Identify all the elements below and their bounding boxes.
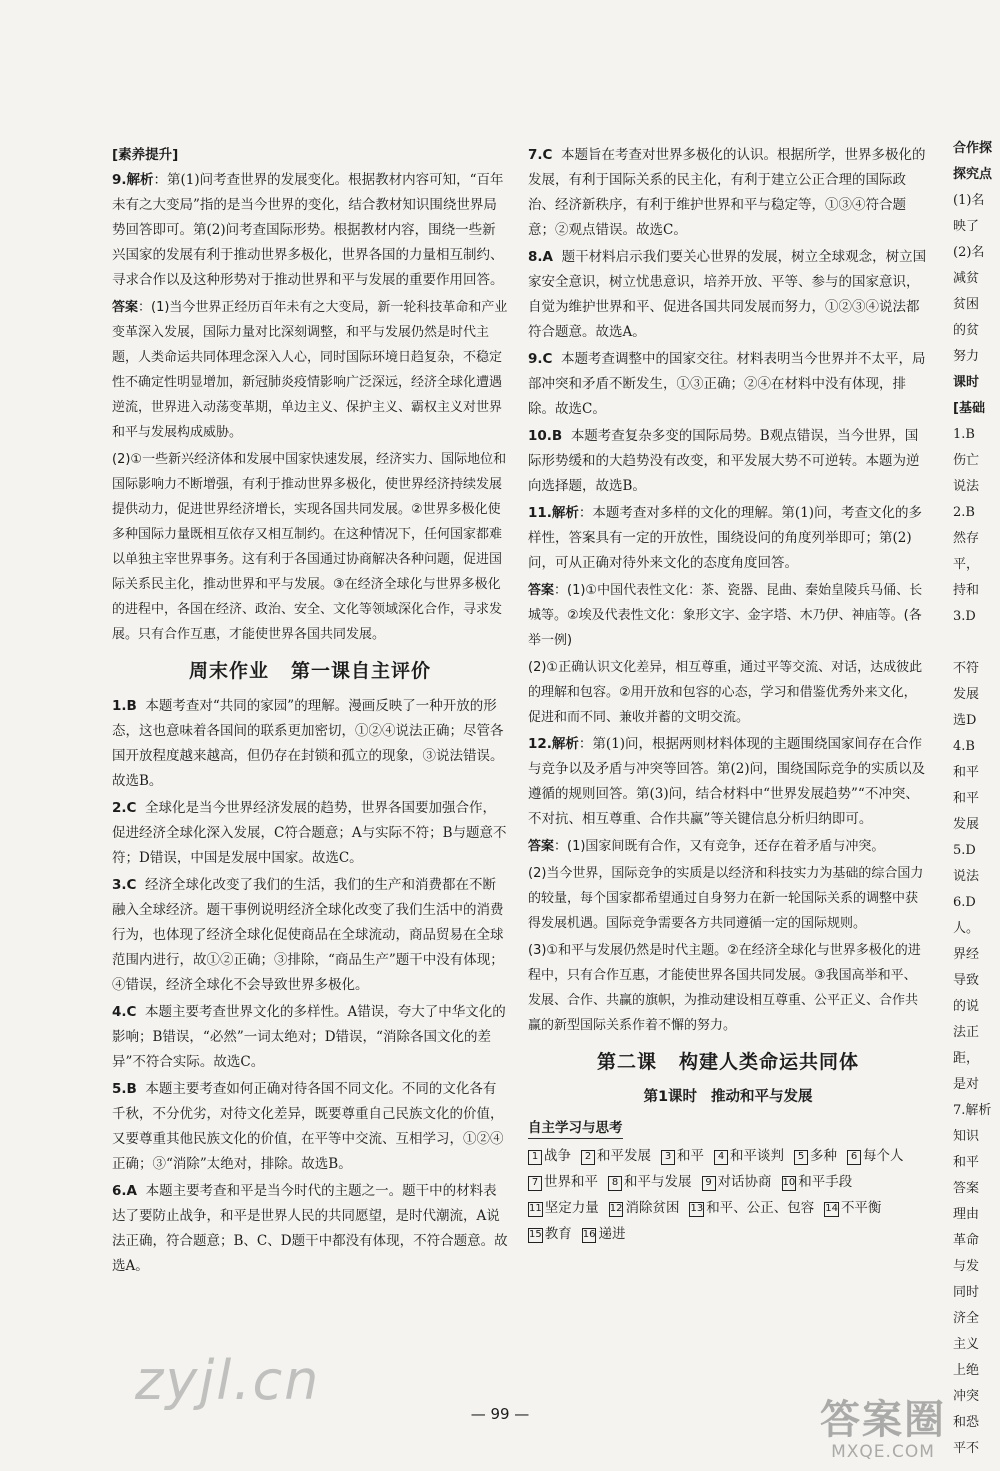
blank-answer: 11 坚定力量 [529, 1200, 599, 1216]
blank-number-box: 15 [528, 1228, 543, 1243]
answer-item: 5.B 本题主要考查如何正确对待各国不同文化。不同的文化各有千秋，不分优劣，对待文化差异，既要尊重自己民族文化的价值，又要尊重其他民族文化的价值，在平等中交流、互相学习，①②④正确；③“消除”太绝对，排除。故选B。 [112, 1081, 504, 1172]
answer-item-11: 11.解析：本题考查对多样的文化的理解。第(1)问，考查文化的多样性，答案具有一定的开放性，围绕设问的角度列举即可；第(2)问，可从正确对待外来文化的态度角度回答。 [528, 505, 923, 571]
blank-answer: 12 消除贫困 [609, 1200, 680, 1216]
answer-list-left [112, 694, 508, 1279]
right-fragment-line: 不符 [953, 661, 980, 676]
right-fragment-line: 答案 [953, 1181, 980, 1196]
answer-item: 6.A 本题主要考查和平是当今时代的主题之一。题干中的材料表达了要防止战争，和平是世界人民的共同愿望，是时代潮流，A说法正确，符合题意；B、C、D题干中都没有体现，不符合题意。故选A。 [112, 1183, 508, 1274]
blank-number-box: 11 [528, 1202, 543, 1217]
right-column-fragment [953, 136, 1000, 1462]
right-fragment-line: 探究点 [953, 167, 993, 182]
blank-answer: 4 和平谈判 [714, 1143, 784, 1169]
right-fragment-line: 持和 [953, 583, 980, 598]
right-fragment-line: 然存 [953, 531, 980, 546]
right-fragment-line: 选D [953, 713, 977, 728]
right-fragment-line: (2)名 [953, 245, 985, 260]
right-fragment-line: 发展 [953, 817, 980, 832]
blank-number-box: 3 [661, 1150, 675, 1165]
right-fragment-line: 1.B [953, 427, 975, 442]
lesson-title: 第二课 构建人类命运共同体 [596, 1051, 860, 1073]
blank-number-box: 1 [528, 1150, 542, 1165]
watermark-right: 答案圈 MXQE.COM [820, 1397, 946, 1462]
left-column [112, 143, 508, 1281]
self-study-header: 自主学习与思考 [528, 1118, 623, 1139]
blank-number-box: 12 [609, 1202, 624, 1217]
right-fragment-line: 课时 [953, 375, 980, 390]
right-fragment-line: 映了 [953, 219, 980, 234]
answer-item-11-answer: 答案：(1)①中国代表性文化：茶、瓷器、昆曲、秦始皇陵兵马俑、长城等。②埃及代表性文化：象形文字、金字塔、木乃伊、神庙等。(各举一例) [528, 583, 923, 648]
right-fragment-line: 知识 [953, 1129, 980, 1144]
blank-number-box: 2 [581, 1150, 595, 1165]
right-fragment-line: 人。 [953, 921, 980, 936]
answer-item-11-answer-part2: (2)①正确认识文化差异，相互尊重，通过平等交流、对话，达成彼此的理解和包容。②用开放和包容的心态，学习和借鉴优秀外来文化，促进和而不同、兼收并蓄的文明交流。 [528, 660, 923, 725]
right-fragment-line: 5.D [953, 843, 976, 858]
blank-answer: 14 不平衡 [825, 1200, 882, 1216]
right-fragment-line: 理由 [953, 1207, 980, 1222]
page-number: — 99 — [470, 1405, 530, 1423]
right-fragment-line: 平， [953, 557, 980, 572]
answer-item: 9.C 本题考查调整中的国家交往。材料表明当今世界并不太平，局部冲突和矛盾不断发生，①③正确；②④在材料中没有体现，排除。故选C。 [528, 351, 926, 417]
blank-answer: 13 和平、公正、包容 [690, 1200, 815, 1216]
right-fragment-line: 说法 [953, 479, 980, 494]
right-fragment-line: 和恐 [953, 1415, 980, 1430]
blank-number-box: 9 [702, 1176, 716, 1191]
right-fragment-line: 伤亡 [953, 453, 980, 468]
blank-answer: 8 和平与发展 [608, 1169, 692, 1195]
right-fragment-line: [基础 [953, 401, 985, 416]
right-fragment-line: 和平 [953, 791, 980, 806]
right-fragment-line: 界经 [953, 947, 980, 962]
blank-number-box: 13 [689, 1202, 704, 1217]
right-fragment-line: 努力 [953, 349, 980, 364]
weekend-homework-title: 周末作业 第一课自主评价 [188, 660, 432, 682]
answer-item-9-answer: 答案：(1)当今世界正经历百年未有之大变局，新一轮科技革命和产业变革深入发展，国际力量对比深刻调整，和平与发展仍然是时代主题，人类命运共同体理念深入人心，同时国际环境日趋复杂，不稳定性不确定性明显增加，新冠肺炎疫情影响广泛深远，经济全球化遭遇逆流，世界进入动荡变革期，单边主义、保护主义、霸权主义对世界和平与发展构成威胁。 [112, 300, 508, 440]
right-fragment-line: 4.B [953, 739, 975, 754]
right-fragment-line: 法正 [953, 1025, 980, 1040]
answer-item: 3.C 经济全球化改变了我们的生活，我们的生产和消费都在不断融入全球经济。题干事例说明经济全球化改变了我们生活中的消费行为，也体现了经济全球化促使商品在全球流动，商品贸易在全球范围内进行，故①②正确；③排除，“商品生产”题干中没有体现；④错误，经济全球化不会导致世界多极化。 [112, 877, 504, 993]
blank-answer: 15 教育 [529, 1226, 572, 1242]
answer-item: 2.C 全球化是当今世界经济发展的趋势，世界各国要加强合作，促进经济全球化深入发展，C符合题意；A与实际不符；B与题意不符；D错误，中国是发展中国家。故选C。 [112, 800, 507, 866]
right-fragment-line: 济全 [953, 1311, 980, 1326]
answer-item: 4.C 本题主要考查世界文化的多样性。A错误，夸大了中华文化的影响；B错误，“必然”一词太绝对；D错误，“消除各国文化的差异”不符合实际。故选C。 [112, 1004, 506, 1070]
right-fragment-line: 发展 [953, 687, 980, 702]
blank-answer: 6 每个人 [847, 1143, 904, 1169]
right-fragment-line: 7.解析 [953, 1103, 992, 1118]
blank-number-box: 6 [847, 1150, 861, 1165]
watermark-left: zyjl.cn [135, 1349, 321, 1412]
answer-item-9-answer-part2: (2)①一些新兴经济体和发展中国家快速发展，经济实力、国际地位和国际影响力不断增强，有利于推动世界多极化，使世界经济持续发展提供动力，促进世界经济增长，实现各国共同发展。②世界多极化使多种国际力量既相互依存又相互制约。在这种情况下，任何国家都难以单独主宰世界事务。这有利于各国通过协商解决各种问题，促进国际关系民主化，推动世界和平与发展。③在经济全球化与世界多极化的进程中，各国在经济、政治、安全、文化等领域深化合作，寻求发展。只有合作互惠，才能使世界各国共同发展。 [112, 452, 507, 642]
answer-item-12: 12.解析：第(1)问，根据两则材料体现的主题围绕国家间存在合作与竞争以及矛盾与冲突等回答。第(2)问，围绕国际竞争的实质以及遵循的规则回答。第(3)问，结合材料中“世界发展趋势”“不冲突、不对抗、相互尊重、合作共赢”等关键信息分析归纳即可。 [528, 736, 926, 827]
right-fragment-line: 导致 [953, 973, 980, 988]
blank-answer: 2 和平发展 [581, 1143, 651, 1169]
answer-item-12-answer: 答案：(1)国家间既有合作，又有竞争，还存在着矛盾与冲突。 [528, 839, 885, 854]
right-fragment-line: 与发 [953, 1259, 980, 1274]
blank-number-box: 4 [714, 1150, 728, 1165]
blank-number-box: 16 [582, 1228, 597, 1243]
blank-answer: 7 世界和平 [528, 1169, 598, 1195]
right-fragment-line: 说法 [953, 869, 980, 884]
answer-item: 7.C 本题旨在考查对世界多极化的认识。根据所学，世界多极化的发展，有利于国际关系的民主化，有利于建立公正合理的国际政治、经济新秩序，有利于维护世界和平与稳定等，①③④符合题意；②观点错误。故选C。 [528, 147, 926, 238]
blank-answer: 16 递进 [582, 1226, 626, 1242]
right-fragment-line [953, 630, 1000, 656]
blank-answer: 10 和平手段 [782, 1174, 853, 1190]
right-fragment-line: 平不 [953, 1441, 980, 1456]
right-fragment-line: 减贫 [953, 271, 980, 286]
right-fragment-line: 的贫 [953, 323, 980, 338]
answer-item: 10.B 本题考查复杂多变的国际局势。B观点错误，当今世界，国际形势缓和的大趋势没有改变，和平发展大势不可逆转。本题为逆向选择题，故选B。 [528, 428, 920, 494]
section-header-literacy: [素养提升] [112, 147, 179, 163]
right-fragment-line: 同时 [953, 1285, 980, 1300]
blank-answer: 5 多种 [794, 1143, 837, 1169]
answer-item-9: 9.解析：第(1)问考查世界的发展变化。根据教材内容可知，“百年未有之大变局”指的是当今世界的变化，结合教材知识围绕世界局势回答即可。第(2)问考查国际形势。根据教材内容，围绕一些新兴国家的发展有利于推动世界多极化，世界各国的力量相互制约、寻求合作以及这种形势对于推动世界和平与发展的重要作用回答。 [112, 172, 504, 288]
answer-item: 8.A 题干材料启示我们要关心世界的发展，树立全球观念，树立国家安全意识，树立忧患意识，培养开放、平等、参与的国家意识，自觉为维护世界和平、促进各国共同发展而努力，①②③④说法都符合题意。故选A。 [528, 249, 927, 340]
fill-blank-answers [528, 1143, 928, 1247]
right-fragment-line: 和平 [953, 765, 980, 780]
blank-number-box: 14 [824, 1202, 839, 1217]
blank-answer: 3 和平 [661, 1143, 704, 1169]
right-fragment-line: 上绝 [953, 1363, 980, 1378]
right-fragment-line: 主义 [953, 1337, 980, 1352]
blank-number-box: 10 [782, 1176, 797, 1191]
right-fragment-line: 的说 [953, 999, 980, 1014]
middle-column [528, 143, 928, 1247]
blank-number-box: 5 [794, 1150, 808, 1165]
right-fragment-line: 冲突 [953, 1389, 980, 1404]
right-fragment-line: 距， [953, 1051, 980, 1066]
blank-answer: 9 对话协商 [702, 1169, 772, 1195]
blank-answer: 1 战争 [528, 1143, 571, 1169]
right-fragment-line: (1)名 [953, 193, 985, 208]
right-fragment-line: 贫困 [953, 297, 980, 312]
right-fragment-line: 革命 [953, 1233, 980, 1248]
right-fragment-line: 和平 [953, 1155, 980, 1170]
blank-number-box: 7 [528, 1176, 542, 1191]
right-fragment-line: 6.D [953, 895, 976, 910]
right-fragment-line: 合作探 [953, 141, 993, 156]
answer-item-12-answer-part3: (3)①和平与发展仍然是时代主题。②在经济全球化与世界多极化的进程中，只有合作互惠，才能使世界各国共同发展。③我国高举和平、发展、合作、共赢的旗帜，为推动建设相互尊重、公平正义、合作共赢的新型国际关系作着不懈的努力。 [528, 943, 921, 1033]
right-fragment-line: 3.D [953, 609, 976, 624]
answer-item: 1.B 本题考查对“共同的家园”的理解。漫画反映了一种开放的形态，这也意味着各国间的联系更加密切，①②④说法正确；尽管各国开放程度越来越高，但仍存在封锁和孤立的现象，③说法错误。故选B。 [112, 698, 504, 789]
right-fragment-line: 2.B [953, 505, 975, 520]
period-title: 第1课时 推动和平与发展 [643, 1089, 813, 1105]
right-fragment-line: 是对 [953, 1077, 980, 1092]
blank-number-box: 8 [608, 1176, 622, 1191]
answer-item-12-answer-part2: (2)当今世界，国际竞争的实质是以经济和科技实力为基础的综合国力的较量，每个国家都希望通过自身努力在新一轮国际关系的调整中获得发展机遇。国际竞争需要各方共同遵循一定的国际规则。 [528, 866, 924, 931]
